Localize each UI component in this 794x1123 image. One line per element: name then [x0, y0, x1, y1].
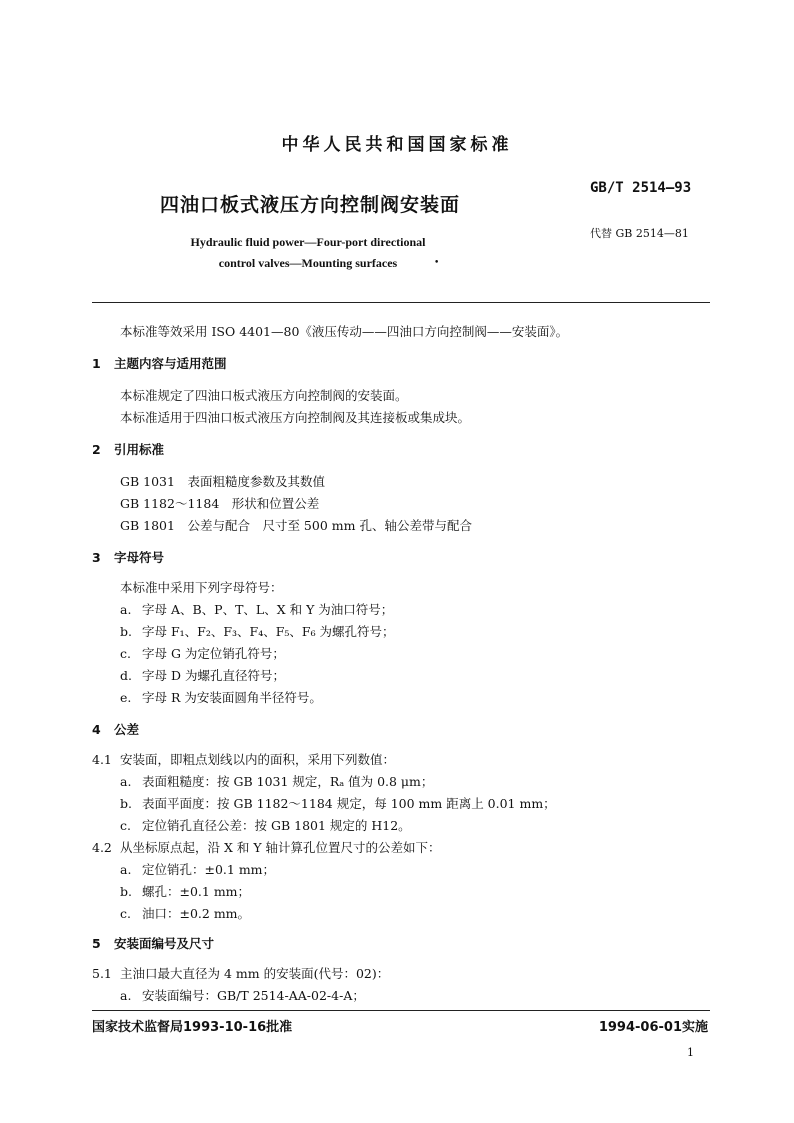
- section-5-number: 5: [92, 936, 101, 951]
- section-3-title: 字母符号: [114, 550, 165, 565]
- section-3-heading: [92, 548, 164, 566]
- subsection-4-1: [92, 750, 395, 768]
- section-1-title: 主题内容与适用范围: [114, 356, 227, 371]
- reference-item: GB 1182～1184 形状和位置公差: [120, 496, 320, 511]
- section-5-heading: [92, 934, 214, 952]
- section-2-title: 引用标准: [114, 442, 165, 457]
- subsection-number: 4.2: [92, 840, 112, 855]
- section-2-number: 2: [92, 442, 101, 457]
- list-item: [120, 600, 393, 618]
- list-label: a.: [120, 602, 132, 617]
- list-text: 表面平面度：按 GB 1182～1184 规定，每 100 mm 距离上 0.01 mm；: [142, 796, 556, 811]
- small-mark: •: [434, 258, 440, 268]
- section-2-heading: [92, 440, 164, 458]
- list-item: [120, 622, 395, 640]
- reference-item: GB 1801 公差与配合 尺寸至 500 mm 孔、轴公差带与配合: [120, 518, 472, 533]
- section-1-heading: [92, 354, 227, 372]
- list-item: [120, 644, 285, 662]
- list-item: [120, 688, 322, 706]
- list-label: b.: [120, 796, 132, 811]
- top-divider: [92, 302, 710, 303]
- section-1-paragraph-2: 本标准适用于四油口板式液压方向控制阀及其连接板或集成块。: [120, 410, 471, 425]
- subsection-text: 安装面，即粗点划线以内的面积，采用下列数值：: [120, 752, 396, 767]
- list-item: [120, 860, 275, 878]
- list-item: [120, 666, 285, 684]
- reference-item: GB 1031 表面粗糙度参数及其数值: [120, 474, 325, 489]
- list-text: 定位销孔：±0.1 mm；: [142, 862, 276, 877]
- national-standard-heading: 中华人民共和国国家标准: [281, 135, 513, 155]
- list-text: 定位销孔直径公差：按 GB 1801 规定的 H12。: [142, 818, 411, 833]
- section-3-intro: 本标准中采用下列字母符号：: [120, 580, 283, 595]
- section-1-number: 1: [92, 356, 101, 371]
- list-item: [120, 816, 411, 834]
- list-item: [120, 986, 365, 1004]
- list-label: c.: [120, 906, 131, 921]
- list-item: [120, 794, 556, 812]
- standard-title-en: [168, 232, 448, 274]
- section-4-title: 公差: [114, 722, 140, 737]
- section-4-number: 4: [92, 722, 101, 737]
- intro-paragraph: 本标准等效采用 ISO 4401—80《液压传动——四油口方向控制阀——安装面》。: [120, 324, 569, 339]
- section-1-paragraph-1: 本标准规定了四油口板式液压方向控制阀的安装面。: [120, 388, 408, 403]
- list-label: d.: [120, 668, 132, 683]
- subsection-text: 从坐标原点起，沿 X 和 Y 轴计算孔位置尺寸的公差如下：: [120, 840, 441, 855]
- list-text: 字母 F₁、F₂、F₃、F₄、F₅、F₆ 为螺孔符号；: [142, 624, 395, 639]
- list-label: b.: [120, 884, 132, 899]
- list-label: a.: [120, 862, 132, 877]
- page-number: 1: [687, 1046, 694, 1059]
- subsection-number: 4.1: [92, 752, 112, 767]
- subsection-4-2: [92, 838, 441, 856]
- list-text: 螺孔：±0.1 mm；: [142, 884, 251, 899]
- list-text: 字母 D 为螺孔直径符号；: [142, 668, 285, 683]
- subsection-5-1: [92, 964, 389, 982]
- section-5-title: 安装面编号及尺寸: [114, 936, 215, 951]
- list-label: c.: [120, 646, 131, 661]
- title-en-line-2: control valves—Mounting surfaces: [218, 256, 398, 270]
- section-4-heading: [92, 720, 139, 738]
- section-3-number: 3: [92, 550, 101, 565]
- list-label: c.: [120, 818, 131, 833]
- list-label: e.: [120, 690, 132, 705]
- list-item: [120, 904, 250, 922]
- subsection-number: 5.1: [92, 966, 112, 981]
- standard-code: GB/T 2514—93: [590, 180, 692, 196]
- bottom-divider: [92, 1010, 710, 1011]
- approval-line: 国家技术监督局1993-10-16批准: [92, 1020, 293, 1035]
- list-label: b.: [120, 624, 132, 639]
- list-text: 字母 R 为安装面圆角半径符号。: [142, 690, 322, 705]
- list-item: [120, 772, 433, 790]
- list-text: 表面粗糙度：按 GB 1031 规定，Rₐ 值为 0.8 μm；: [142, 774, 434, 789]
- replaces-note: 代替 GB 2514—81: [590, 227, 689, 240]
- list-text: 安装面编号：GB/T 2514-AA-02-4-A；: [142, 988, 365, 1003]
- list-text: 油口：±0.2 mm。: [142, 906, 251, 921]
- list-item: [120, 882, 250, 900]
- list-text: 字母 A、B、P、T、L、X 和 Y 为油口符号；: [142, 602, 394, 617]
- list-text: 字母 G 为定位销孔符号；: [142, 646, 285, 661]
- standard-title-cn: 四油口板式液压方向控制阀安装面: [160, 194, 461, 216]
- title-en-line-1: Hydraulic fluid power—Four-port directional: [190, 235, 426, 249]
- subsection-text: 主油口最大直径为 4 mm 的安装面(代号：02)：: [120, 966, 390, 981]
- list-label: a.: [120, 774, 132, 789]
- list-label: a.: [120, 988, 132, 1003]
- implementation-date: 1994-06-01实施: [598, 1020, 708, 1035]
